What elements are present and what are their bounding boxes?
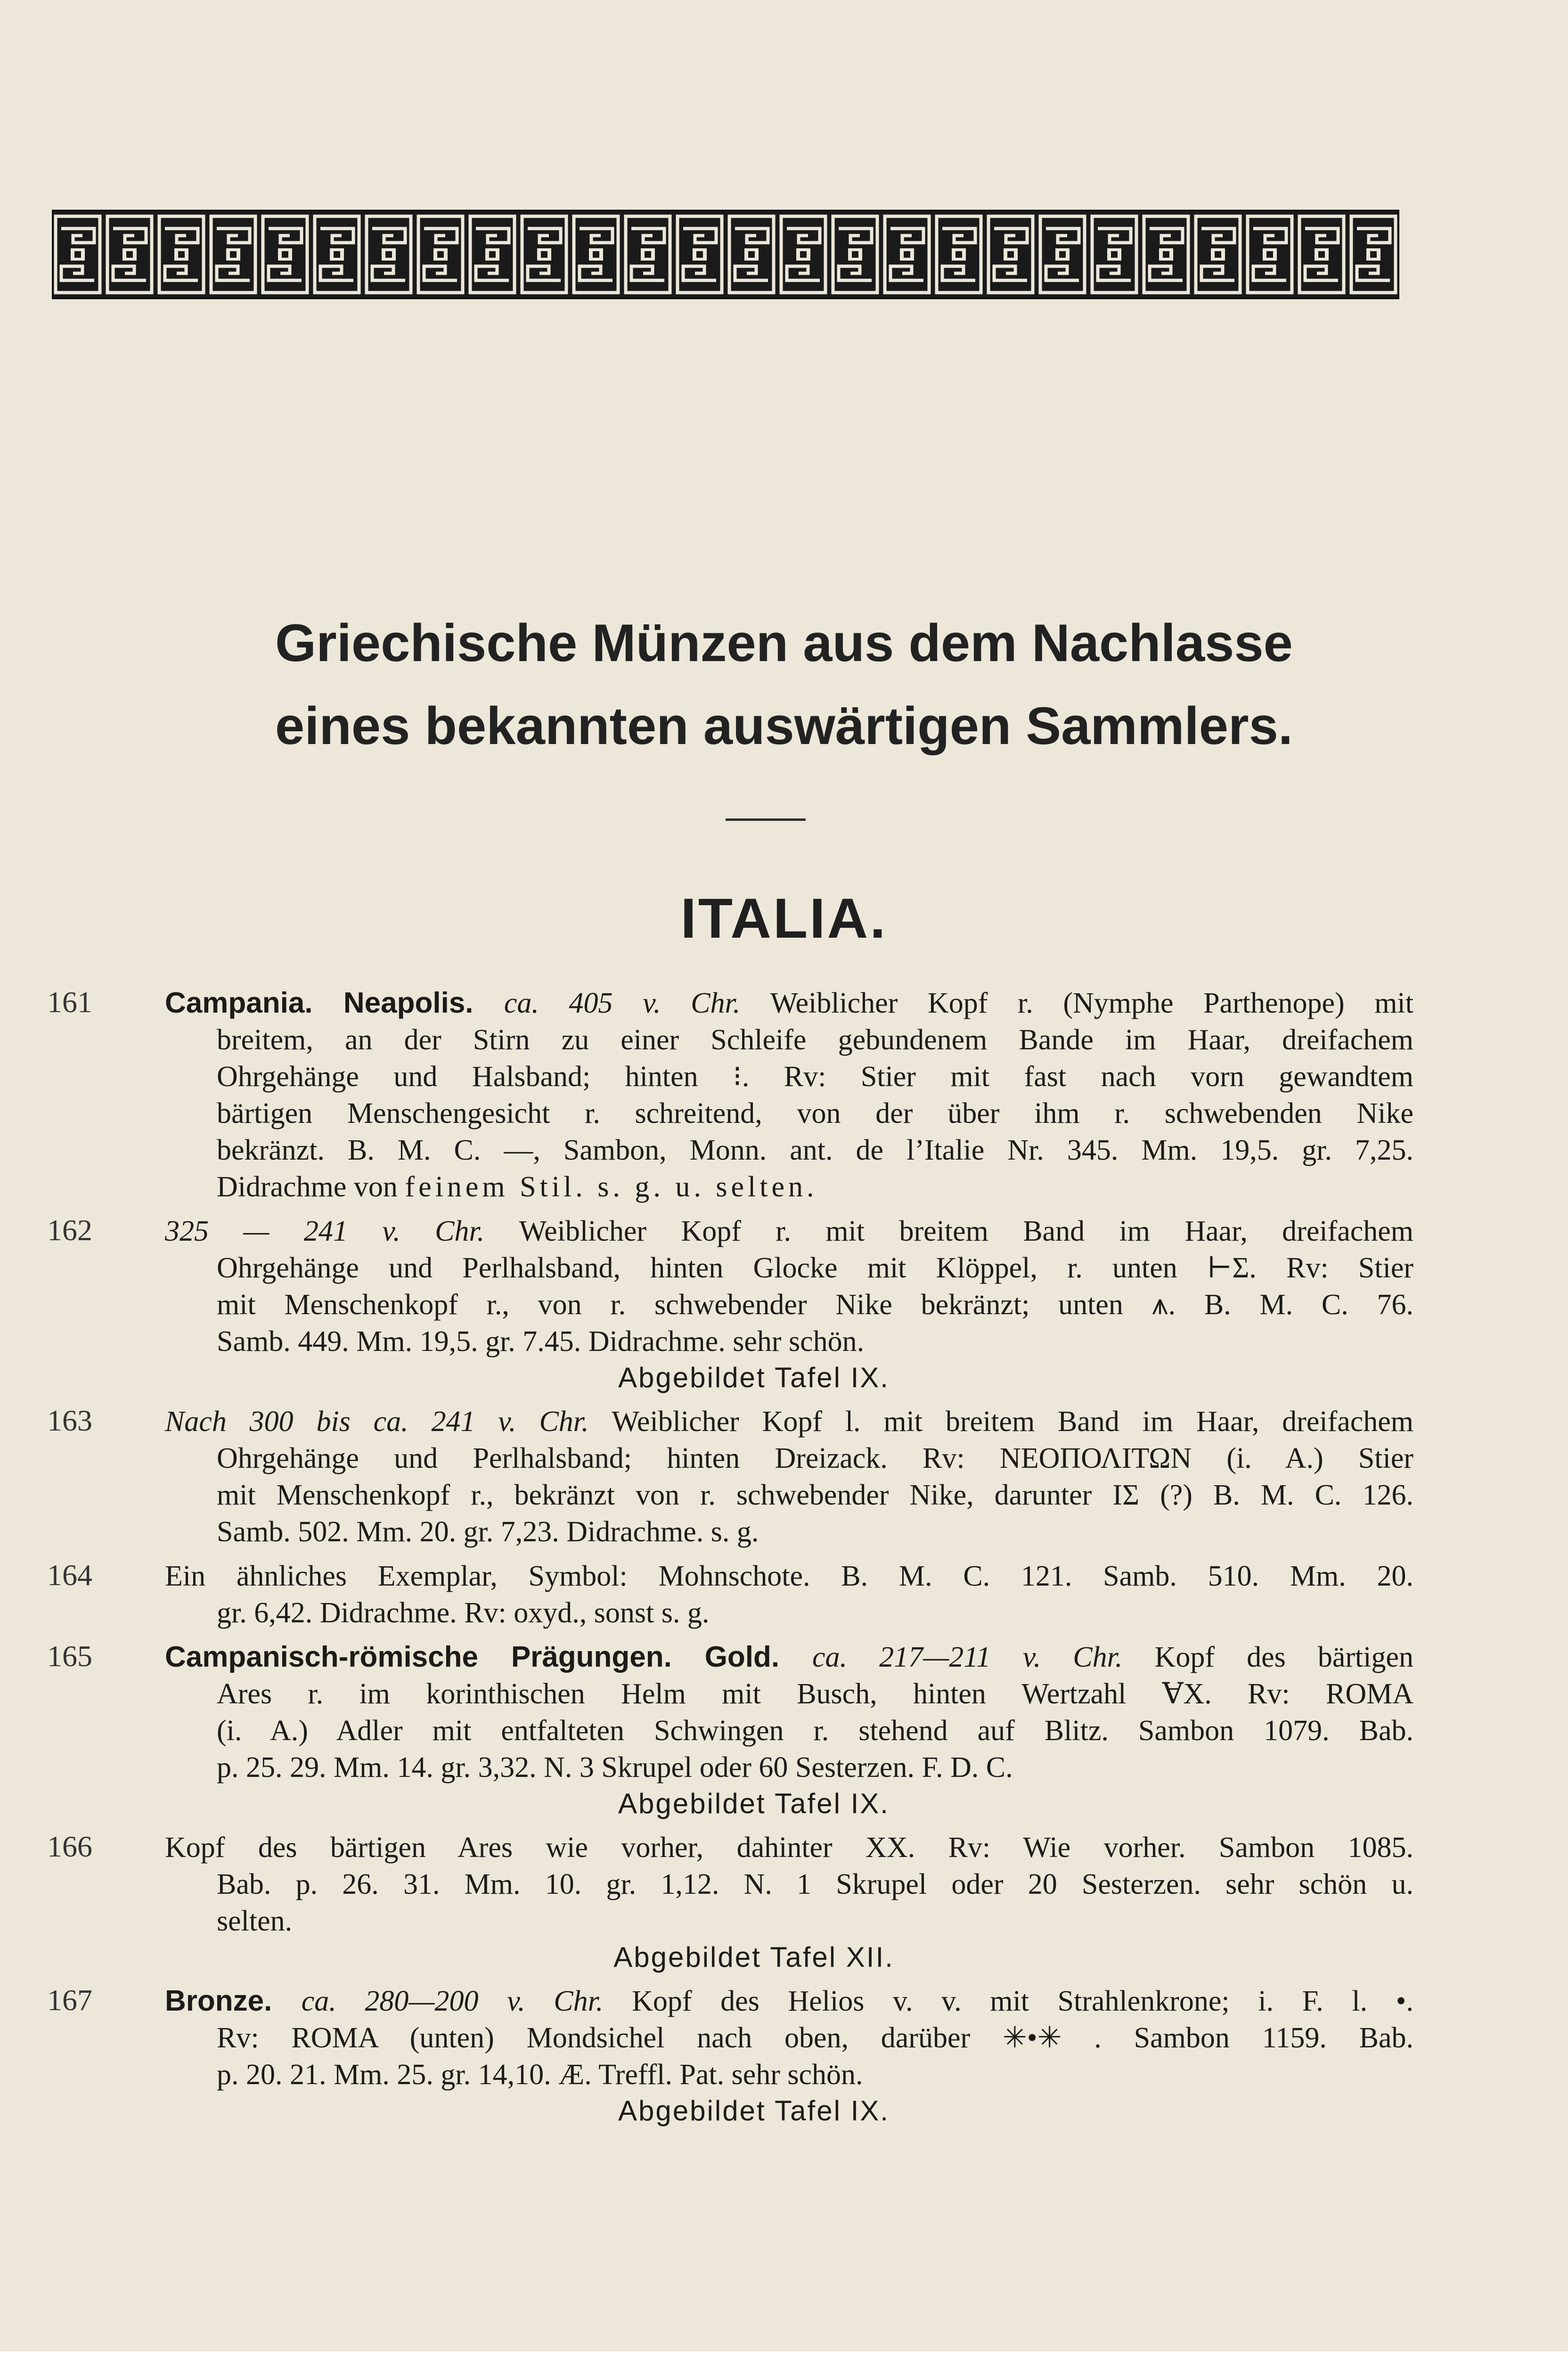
entry-line <box>165 1983 1413 2020</box>
entry-line-part: ca. 217—211 v. Chr. <box>812 1641 1155 1673</box>
figure-reference: Abgebildet Tafel IX. <box>618 1788 890 1819</box>
entry-line: mit Menschenkopf r., von r. schwebender Nike bekränzt; unten ⩚. B. M. C. 76. <box>217 1289 1413 1321</box>
entry-line: Ares r. im korinthischen Helm mit Busch, hinten Wertzahl ⱯX. Rv: ROMA <box>217 1678 1413 1710</box>
entry-number: 163 <box>47 1404 92 1437</box>
entry-line-part: Weiblicher Kopf r. (Nymphe Parthenope) mit <box>770 987 1413 1019</box>
entry-number: 161 <box>47 985 92 1019</box>
entry-number: 164 <box>47 1558 92 1592</box>
entry-number: 167 <box>47 1983 92 2017</box>
catalog-entries <box>47 985 1413 2136</box>
entry-line-part: feinem Stil. s. g. u. selten. <box>405 1171 818 1203</box>
entry-line: Ohrgehänge und Perlhalsband; hinten Dreizack. Rv: ΝΕΟΠΟΛΙΤΩΝ (i. A.) Stier <box>217 1442 1413 1474</box>
entry-number: 162 <box>47 1213 92 1247</box>
catalog-entry <box>47 1983 1413 2129</box>
entry-line-part: Kopf des bärtigen <box>1154 1641 1413 1673</box>
greek-key-ornament-border <box>52 210 1399 299</box>
entry-line <box>165 1639 1413 1676</box>
entry-line-part: Didrachme von <box>217 1171 405 1203</box>
entry-line: p. 20. 21. Mm. 25. gr. 14,10. Æ. Treffl. Pat. sehr schön. <box>217 2059 863 2091</box>
catalog-entry <box>47 1213 1413 1396</box>
entry-line: Bab. p. 26. 31. Mm. 10. gr. 1,12. N. 1 Skrupel oder 20 Sesterzen. sehr schön u. <box>217 1868 1413 1900</box>
entry-line: selten. <box>217 1905 293 1937</box>
entry-line-part: Weiblicher Kopf l. mit breitem Band im Haar, dreifachem <box>612 1406 1414 1438</box>
figure-reference: Abgebildet Tafel IX. <box>618 1362 890 1393</box>
entry-line-part: Weiblicher Kopf r. mit breitem Band im Haar, dreifachem <box>519 1215 1414 1247</box>
entry-line-part: Campanisch-römische Prägungen. Gold. <box>165 1641 812 1673</box>
catalog-entry <box>47 1639 1413 1822</box>
entry-line-part: Nach 300 bis ca. 241 v. Chr. <box>165 1406 612 1438</box>
entry-line <box>217 1169 1413 1205</box>
entry-line-part: Campania. Neapolis. <box>165 987 504 1019</box>
entry-line-part: 325 — 241 v. Chr. <box>165 1215 519 1247</box>
catalog-entry <box>47 1829 1413 1975</box>
entry-line <box>165 1403 1413 1440</box>
catalog-entry <box>47 985 1413 1205</box>
entry-line-part: ca. 280—200 v. Chr. <box>301 1985 632 2017</box>
footer-bar <box>0 2351 1568 2356</box>
entry-line: p. 25. 29. Mm. 14. gr. 3,32. N. 3 Skrupel oder 60 Sesterzen. F. D. C. <box>217 1751 1013 1783</box>
title-divider <box>726 818 806 821</box>
entry-line: bekränzt. B. M. C. —, Sambon, Monn. ant. de l’Italie Nr. 345. Mm. 19,5. gr. 7,25. <box>217 1134 1413 1166</box>
figure-reference: Abgebildet Tafel XII. <box>613 1941 894 1973</box>
entry-line: Rv: ROMA (unten) Mondsichel nach oben, darüber ✳•✳ . Sambon 1159. Bab. <box>217 2022 1413 2054</box>
entry-line: gr. 6,42. Didrachme. Rv: oxyd., sonst s. g. <box>217 1597 710 1629</box>
entry-number: 165 <box>47 1639 92 1673</box>
catalog-entry <box>47 1403 1413 1550</box>
entry-line <box>165 1213 1413 1250</box>
entry-line: breitem, an der Stirn zu einer Schleife gebundenem Bande im Haar, dreifachem <box>217 1024 1413 1056</box>
main-title-line1: Griechische Münzen aus dem Nachlasse <box>275 614 1293 672</box>
entry-line-part: Kopf des Helios v. v. mit Strahlenkrone; i. F. l. •. <box>632 1985 1413 2017</box>
section-heading: ITALIA. <box>680 887 888 950</box>
entry-line-part: Bronze. <box>165 1985 302 2017</box>
entry-line: Ohrgehänge und Perlhalsband, hinten Glocke mit Klöppel, r. unten ⊢Σ. Rv: Stier <box>217 1252 1413 1284</box>
entry-line: Samb. 449. Mm. 19,5. gr. 7.45. Didrachme. sehr schön. <box>217 1325 865 1358</box>
main-title-line2: eines bekannten auswärtigen Sammlers. <box>275 696 1293 755</box>
figure-reference: Abgebildet Tafel IX. <box>618 2095 890 2127</box>
entry-line-part: ca. 405 v. Chr. <box>504 987 770 1019</box>
entry-line: Ein ähnliches Exemplar, Symbol: Mohnschote. B. M. C. 121. Samb. 510. Mm. 20. <box>165 1560 1413 1592</box>
catalog-entry <box>47 1558 1413 1631</box>
entry-line: Samb. 502. Mm. 20. gr. 7,23. Didrachme. s. g. <box>217 1516 759 1548</box>
entry-line: bärtigen Menschengesicht r. schreitend, von der über ihm r. schwebenden Nike <box>217 1097 1413 1129</box>
entry-number: 166 <box>47 1830 92 1863</box>
entry-line: (i. A.) Adler mit entfalteten Schwingen r. stehend auf Blitz. Sambon 1079. Bab. <box>217 1715 1413 1747</box>
entry-line <box>165 985 1413 1022</box>
entry-line: mit Menschenkopf r., bekränzt von r. schwebender Nike, darunter ΙΣ (?) B. M. C. 126. <box>217 1479 1413 1511</box>
entry-line: Kopf des bärtigen Ares wie vorher, dahinter XX. Rv: Wie vorher. Sambon 1085. <box>165 1832 1413 1864</box>
entry-line: Ohrgehänge und Halsband; hinten ⁝. Rv: Stier mit fast nach vorn gewandtem <box>217 1061 1413 1093</box>
